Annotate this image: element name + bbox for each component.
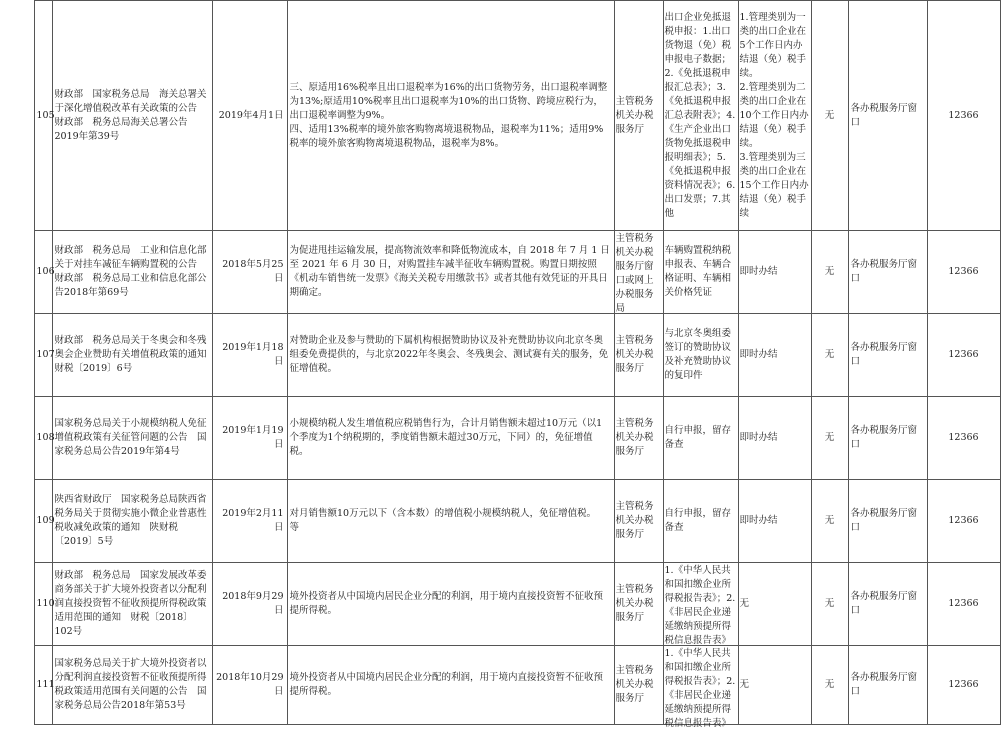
handling-department xyxy=(614,563,663,646)
fee-text: 无 xyxy=(824,349,835,360)
table-row xyxy=(0,563,1000,646)
time-limit-text: 即时办结 xyxy=(739,515,778,526)
required-materials xyxy=(663,397,738,480)
blank-cell xyxy=(0,314,34,397)
effective-date-text: 2018年9月29日 xyxy=(222,591,284,616)
policy-content xyxy=(287,480,614,563)
time-limit xyxy=(738,314,811,397)
policy-document xyxy=(52,314,212,397)
policy-document xyxy=(52,646,212,725)
effective-date xyxy=(212,397,287,480)
handling-department xyxy=(614,397,663,480)
contact-phone xyxy=(927,1,1000,231)
blank-cell xyxy=(0,480,34,563)
policy-content-text: 对月销售额10万元以下（含本数）的增值税小规模纳税人，免征增值税。 等 xyxy=(289,508,597,533)
time-limit xyxy=(738,480,811,563)
required-materials-text: 车辆购置税纳税申报表、车辆合格证明、车辆相关价格凭证 xyxy=(664,245,732,298)
handling-department-text: 主管税务机关办税服务厅 xyxy=(615,335,654,374)
handling-place xyxy=(848,480,927,563)
effective-date xyxy=(212,480,287,563)
policy-document xyxy=(52,231,212,314)
time-limit-text: 1.管理类别为一类的出口企业在5个工作日内办结退（免）税手续。 2.管理类别为二类的出口企业在10个工作日内办结退（免）税手续。 3.管理类别为三类的出口企业在15个工作日内办结退（免）税手续 xyxy=(739,11,809,219)
policy-content-text: 境外投资者从中国境内居民企业分配的利润，用于境内直接投资暂不征收预提所得税。 xyxy=(289,672,604,697)
time-limit-text: 无 xyxy=(739,598,750,609)
handling-place xyxy=(848,1,927,231)
handling-place xyxy=(848,397,927,480)
time-limit xyxy=(738,231,811,314)
contact-phone xyxy=(927,397,1000,480)
effective-date xyxy=(212,646,287,725)
row-number xyxy=(34,397,55,480)
handling-place xyxy=(848,646,927,725)
handling-department xyxy=(614,646,663,725)
policy-document-text: 财政部 税务总局 工业和信息化部关于对挂车减征车辆购置税的公告 财政部 税务总局工业和信息化部公告2018年第69号 xyxy=(54,245,207,298)
time-limit xyxy=(738,1,811,231)
policy-content xyxy=(287,563,614,646)
fee xyxy=(811,1,848,231)
effective-date-text: 2018年10月29日 xyxy=(216,672,284,697)
handling-place xyxy=(848,231,927,314)
required-materials xyxy=(663,646,738,729)
effective-date xyxy=(212,1,287,231)
contact-phone xyxy=(927,646,1000,725)
required-materials-text: 自行申报，留存备查 xyxy=(664,508,732,533)
handling-place-text: 各办税服务厅窗口 xyxy=(850,259,918,284)
contact-phone-text: 12366 xyxy=(948,515,979,526)
contact-phone xyxy=(927,563,1000,646)
table-row xyxy=(0,314,1000,397)
contact-phone xyxy=(927,480,1000,563)
policy-content xyxy=(287,1,614,231)
table-row xyxy=(0,480,1000,563)
required-materials xyxy=(663,563,738,646)
blank-cell xyxy=(0,1,34,231)
policy-content-text: 小规模纳税人发生增值税应税销售行为，合计月销售额未超过10万元（以1个季度为1个纳税期的，季度销售额未超过30万元，下同）的，免征增值税。 xyxy=(289,418,603,457)
policy-content-text: 为促进甩挂运输发展，提高物流效率和降低物流成本，自 2018 年 7 月 1 日至 2021 年 6 月 30 日，对购置挂车减半征收车辆购置税。购置日期按照《机动车销售统一发票》《海关关税专用缴款书》或者其他有效凭证的开具日期确定。 xyxy=(289,245,610,298)
required-materials-text: 1.《中华人民共和国扣缴企业所得税报告表》；2.《非居民企业递延缴纳预提所得税信息报告表》 xyxy=(664,647,736,729)
fee-text: 无 xyxy=(824,109,835,121)
table-row xyxy=(0,231,1000,314)
policy-document xyxy=(52,480,212,563)
required-materials xyxy=(663,314,738,397)
policy-content xyxy=(287,397,614,480)
handling-place-text: 各办税服务厅窗口 xyxy=(850,425,918,450)
fee-text: 无 xyxy=(824,266,835,277)
effective-date-text: 2019年1月19日 xyxy=(222,425,284,450)
handling-place xyxy=(848,314,927,397)
row-number-text: 109 xyxy=(36,515,55,526)
handling-department-text: 主管税务机关办税服务厅 xyxy=(615,584,654,623)
handling-place xyxy=(848,563,927,646)
required-materials xyxy=(663,1,738,231)
effective-date-text: 2019年2月11日 xyxy=(222,508,284,533)
policy-document xyxy=(52,563,217,646)
fee xyxy=(811,397,848,480)
fee xyxy=(811,231,848,314)
handling-department-text: 主管税务机关办税服务厅 xyxy=(615,95,654,135)
row-number xyxy=(34,231,55,314)
handling-department xyxy=(614,480,663,563)
policy-document-text: 陕西省财政厅 国家税务总局陕西省税务局关于贯彻实施小微企业普惠性税收减免政策的通知 陕财税〔2019〕5号 xyxy=(54,494,207,547)
row-number-text: 107 xyxy=(36,349,55,360)
effective-date xyxy=(212,563,287,646)
handling-department-text: 主管税务机关办税服务厅窗口或网上办税服务局 xyxy=(615,232,654,314)
handling-place-text: 各办税服务厅窗口 xyxy=(850,672,918,697)
time-limit xyxy=(738,563,811,646)
row-number-text: 106 xyxy=(36,266,55,277)
contact-phone-text: 12366 xyxy=(948,266,979,277)
fee xyxy=(811,314,848,397)
table-row xyxy=(0,397,1000,480)
row-number xyxy=(34,1,55,231)
time-limit-text: 即时办结 xyxy=(739,349,778,360)
handling-department xyxy=(614,231,663,314)
time-limit xyxy=(738,646,811,725)
row-number xyxy=(34,646,55,725)
effective-date xyxy=(212,231,287,314)
handling-department-text: 主管税务机关办税服务厅 xyxy=(615,501,654,540)
blank-cell xyxy=(0,646,34,725)
required-materials xyxy=(663,480,738,563)
row-number xyxy=(34,480,55,563)
table-row xyxy=(0,1,1000,231)
required-materials xyxy=(663,231,738,314)
time-limit-text: 即时办结 xyxy=(739,432,778,443)
time-limit-text: 无 xyxy=(739,679,750,690)
time-limit xyxy=(738,397,811,480)
fee xyxy=(811,480,848,563)
handling-department-text: 主管税务机关办税服务厅 xyxy=(615,665,654,704)
handling-department-text: 主管税务机关办税服务厅 xyxy=(615,418,654,457)
policy-document-text: 国家税务总局关于小规模纳税人免征增值税政策有关征管问题的公告 国家税务总局公告2019年第4号 xyxy=(54,418,207,457)
handling-place-text: 各办税服务厅窗口 xyxy=(850,342,918,367)
policy-document-text: 财政部 国家税务总局 海关总署关于深化增值税改革有关政策的公告 财政部 税务总局海关总署公告2019年第39号 xyxy=(54,88,207,142)
policy-document xyxy=(52,397,212,480)
blank-cell xyxy=(0,397,34,480)
policy-content-text: 境外投资者从中国境内居民企业分配的利润，用于境内直接投资暂不征收预提所得税。 xyxy=(289,591,604,616)
contact-phone-text: 12366 xyxy=(948,432,979,443)
blank-cell xyxy=(0,563,34,646)
row-number-text: 111 xyxy=(36,679,55,690)
fee-text: 无 xyxy=(824,515,835,526)
contact-phone xyxy=(927,231,1000,314)
effective-date-text: 2018年5月25日 xyxy=(222,259,284,284)
contact-phone-text: 12366 xyxy=(948,109,979,121)
handling-department xyxy=(614,1,663,231)
handling-department xyxy=(614,314,663,397)
policy-content-text: 三、原适用16%税率且出口退税率为16%的出口货物劳务，出口退税率调整为13%;原适用10%税率且出口退税率为10%的出口货物、跨境应税行为，出口退税率调整为9%。 四、适用13%税率的境外旅客购物离境退税物品，退税率为11%；适用9%税率的境外旅客购物离境退税物品，退税率为8%。 xyxy=(289,81,608,149)
row-number-text: 105 xyxy=(36,109,55,121)
policy-document-text: 财政部 税务总局 国家发展改革委 商务部关于扩大境外投资者以分配利润直接投资暂不征收预提所得税政策适用范围的通知 财税〔2018〕102号 xyxy=(54,570,217,637)
required-materials-text: 自行申报，留存备查 xyxy=(664,425,732,450)
effective-date xyxy=(212,314,287,397)
row-number-text: 108 xyxy=(36,432,55,443)
row-number-text: 110 xyxy=(36,598,55,609)
contact-phone xyxy=(927,314,1000,397)
table-body xyxy=(0,1,1000,729)
time-limit-text: 即时办结 xyxy=(739,266,778,277)
handling-place-text: 各办税服务厅窗口 xyxy=(850,591,918,616)
contact-phone-text: 12366 xyxy=(948,349,979,360)
policy-document xyxy=(52,1,212,231)
row-number xyxy=(34,563,55,646)
required-materials-text: 1.《中华人民共和国扣缴企业所得税报告表》；2.《非居民企业递延缴纳预提所得税信息报告表》 xyxy=(664,564,736,646)
handling-place-text: 各办税服务厅窗口 xyxy=(850,508,918,533)
row-number xyxy=(34,314,55,397)
fee xyxy=(811,563,848,646)
policy-content xyxy=(287,314,614,397)
table-row xyxy=(0,646,1000,725)
contact-phone-text: 12366 xyxy=(948,598,979,609)
required-materials-text: 出口企业免抵退税申报：1.出口货物退（免）税申报电子数据；2.《免抵退税申报汇总表》；3.《免抵退税申报汇总表附表》；4.《生产企业出口货物免抵退税申报明细表》；5.《免抵退税申报资料情况表》；6.出口发票；7.其他 xyxy=(664,11,736,219)
blank-cell xyxy=(0,231,34,314)
policy-content-text: 对赞助企业及参与赞助的下属机构根据赞助协议及补充赞助协议向北京冬奥组委免费提供的，与北京2022年冬奥会、冬残奥会、测试赛有关的服务，免征增值税。 xyxy=(289,335,609,374)
fee-text: 无 xyxy=(824,679,835,690)
effective-date-text: 2019年1月18日 xyxy=(222,342,284,367)
fee xyxy=(811,646,848,725)
fee-text: 无 xyxy=(824,432,835,443)
policy-document-text: 财政部 税务总局关于冬奥会和冬残奥会企业赞助有关增值税政策的通知 财税〔2019〕6号 xyxy=(54,335,207,374)
policy-content xyxy=(287,231,614,314)
policy-content xyxy=(287,646,614,725)
handling-place-text: 各办税服务厅窗口 xyxy=(850,102,918,128)
contact-phone-text: 12366 xyxy=(948,679,979,690)
required-materials-text: 与北京冬奥组委签订的赞助协议及补充赞助协议的复印件 xyxy=(664,328,732,381)
effective-date-text: 2019年4月1日 xyxy=(218,109,284,121)
fee-text: 无 xyxy=(824,598,835,609)
policy-document-text: 国家税务总局关于扩大境外投资者以分配利润直接投资暂不征收预提所得税政策适用范围有关问题的公告 国家税务总局公告2018年第53号 xyxy=(54,658,207,711)
